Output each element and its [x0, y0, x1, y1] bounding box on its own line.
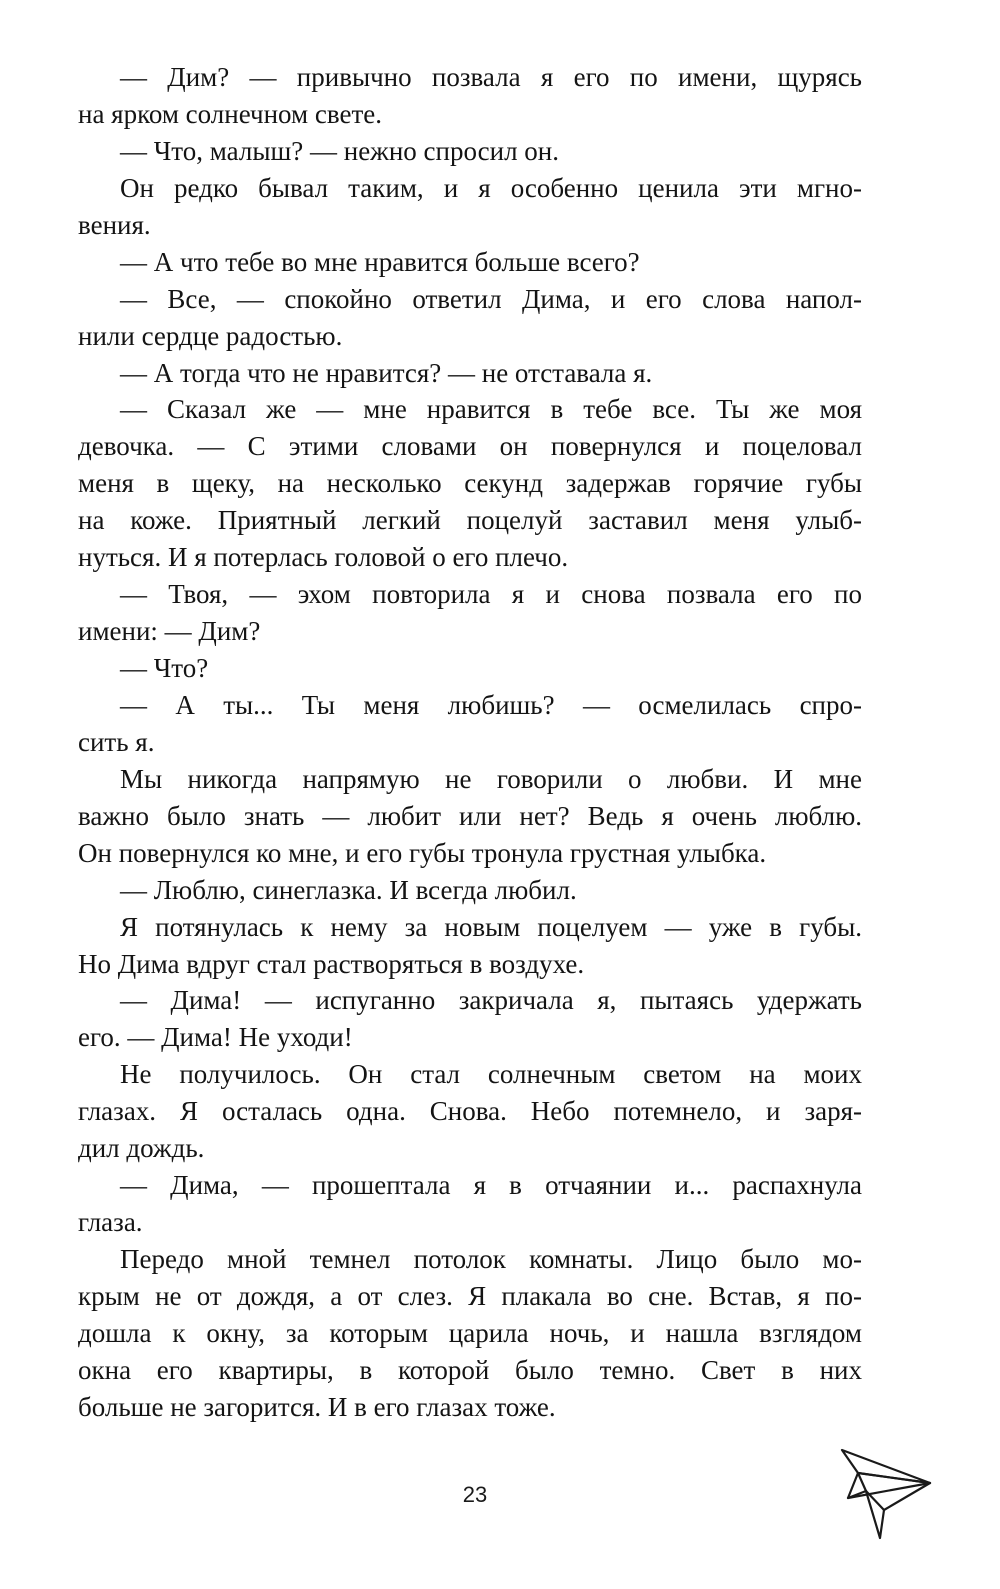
text-line [78, 724, 862, 761]
text-line-content: — А тогда что не нравится? — не отставала я. [120, 357, 653, 388]
paragraph [78, 650, 862, 687]
text-line [78, 318, 862, 355]
page-number: 23 [462, 1482, 488, 1507]
text-line-content: — Что? [120, 653, 209, 683]
text-line-content: девочка. — С этими словами он повернулся и поцеловал [78, 431, 862, 462]
text-line [78, 428, 862, 465]
text-line-content: — Твоя, — эхом повторила я и снова позвала его по [120, 579, 862, 610]
text-line-content: — Что, малыш? — нежно спросил он. [120, 135, 560, 166]
text-line [78, 207, 862, 244]
text-line [78, 1019, 862, 1056]
paragraph [78, 170, 862, 244]
text-line [78, 281, 862, 318]
text-line [78, 244, 862, 281]
text-line [78, 59, 862, 96]
text-line [78, 391, 862, 428]
text-line [78, 502, 862, 539]
text-line [78, 133, 862, 170]
paragraph [78, 872, 862, 909]
text-line-content: Не получилось. Он стал солнечным светом на моих [120, 1059, 862, 1090]
text-line-content: — Дима, — прошептала я в отчаянии и... распахнула [120, 1170, 862, 1201]
text-line-content: — Дима! — испуганно закричала я, пытаясь удержать [120, 985, 862, 1016]
text-line [78, 946, 862, 983]
text-line-content: Он редко бывал таким, и я особенно ценила эти мгно- [120, 172, 862, 203]
text-line [78, 1389, 862, 1426]
text-line-content: Передо мной темнел потолок комнаты. Лицо было мо- [120, 1244, 862, 1274]
paragraph [78, 1241, 862, 1426]
text-line-content: имени: — Дим? [78, 616, 261, 647]
text-line [78, 576, 862, 613]
text-line [78, 1167, 862, 1204]
text-line [78, 1278, 862, 1315]
paragraph [78, 391, 862, 576]
text-line [78, 798, 862, 835]
text-line-content: дил дождь. [78, 1133, 205, 1164]
paper-plane-icon [836, 1442, 936, 1546]
paragraph [78, 244, 862, 281]
text-line-content: дошла к окну, за которым царила ночь, и нашла взглядом [78, 1317, 862, 1348]
text-line [78, 1204, 862, 1241]
text-line [78, 1315, 862, 1352]
paragraph [78, 909, 862, 983]
paragraph [78, 687, 862, 761]
text-line [78, 170, 862, 207]
text-line-content: Мы никогда напрямую не говорили о любви. И мне [120, 763, 862, 794]
text-line-content: окна его квартиры, в которой было темно. Свет в них [78, 1354, 862, 1385]
text-line [78, 982, 862, 1019]
text-line-content: на ярком солнечном свете. [78, 98, 382, 129]
paragraph [78, 982, 862, 1056]
text-line [78, 650, 862, 687]
text-line-content: сить я. [78, 726, 155, 757]
text-line-content: Я потянулась к нему за новым поцелуем — уже в губы. [120, 911, 862, 942]
text-line [78, 761, 862, 798]
text-line [78, 1130, 862, 1167]
text-line-content: Но Дима вдруг стал растворяться в воздухе. [78, 948, 585, 979]
text-line [78, 1093, 862, 1130]
paragraph [78, 133, 862, 170]
text-line [78, 872, 862, 909]
paragraph [78, 59, 862, 133]
text-line-content: крым не от дождя, а от слез. Я плакала во сне. Встав, я по- [78, 1280, 862, 1311]
text-line [78, 96, 862, 133]
text-line-content: вения. [78, 209, 151, 240]
paragraph [78, 355, 862, 392]
text-line-content: — А что тебе во мне нравится больше всего? [120, 246, 640, 277]
text-line-content: важно было знать — любит или нет? Ведь я очень люблю. [78, 800, 862, 831]
text-line [78, 465, 862, 502]
text-line-content: нуться. И я потерлась головой о его плечо. [78, 542, 569, 573]
text-line [78, 613, 862, 650]
paragraph [78, 761, 862, 872]
text-line [78, 1056, 862, 1093]
body-text [78, 59, 862, 1426]
paragraph [78, 281, 862, 355]
text-line-content: меня в щеку, на несколько секунд задержав горячие губы [78, 468, 862, 499]
text-line-content: его. — Дима! Не уходи! [78, 1022, 353, 1053]
text-line [78, 355, 862, 392]
text-line [78, 1241, 862, 1278]
text-line [78, 1352, 862, 1389]
text-line [78, 835, 862, 872]
text-line-content: — Все, — спокойно ответил Дима, и его слова напол- [120, 283, 862, 314]
text-line [78, 909, 862, 946]
paragraph [78, 576, 862, 650]
text-line-content: — А ты... Ты меня любишь? — осмелилась спро- [120, 689, 862, 720]
paragraph [78, 1167, 862, 1241]
text-line-content: — Сказал же — мне нравится в тебе все. Ты же моя [120, 394, 862, 425]
text-line [78, 539, 862, 576]
text-line-content: глазах. Я осталась одна. Снова. Небо потемнело, и заря- [78, 1096, 862, 1127]
text-line-content: — Люблю, синеглазка. И всегда любил. [120, 874, 577, 905]
text-line-content: на коже. Приятный легкий поцелуй заставил меня улыб- [78, 505, 862, 536]
text-line-content: глаза. [78, 1207, 143, 1238]
paragraph [78, 1056, 862, 1167]
text-line [78, 687, 862, 724]
text-line-content: нили сердце радостью. [78, 320, 343, 351]
text-line-content: — Дим? — привычно позвала я его по имени, щурясь [120, 62, 862, 92]
text-line-content: больше не загорится. И в его глазах тоже. [78, 1391, 556, 1422]
text-line-content: Он повернулся ко мне, и его губы тронула грустная улыбка. [78, 837, 767, 868]
